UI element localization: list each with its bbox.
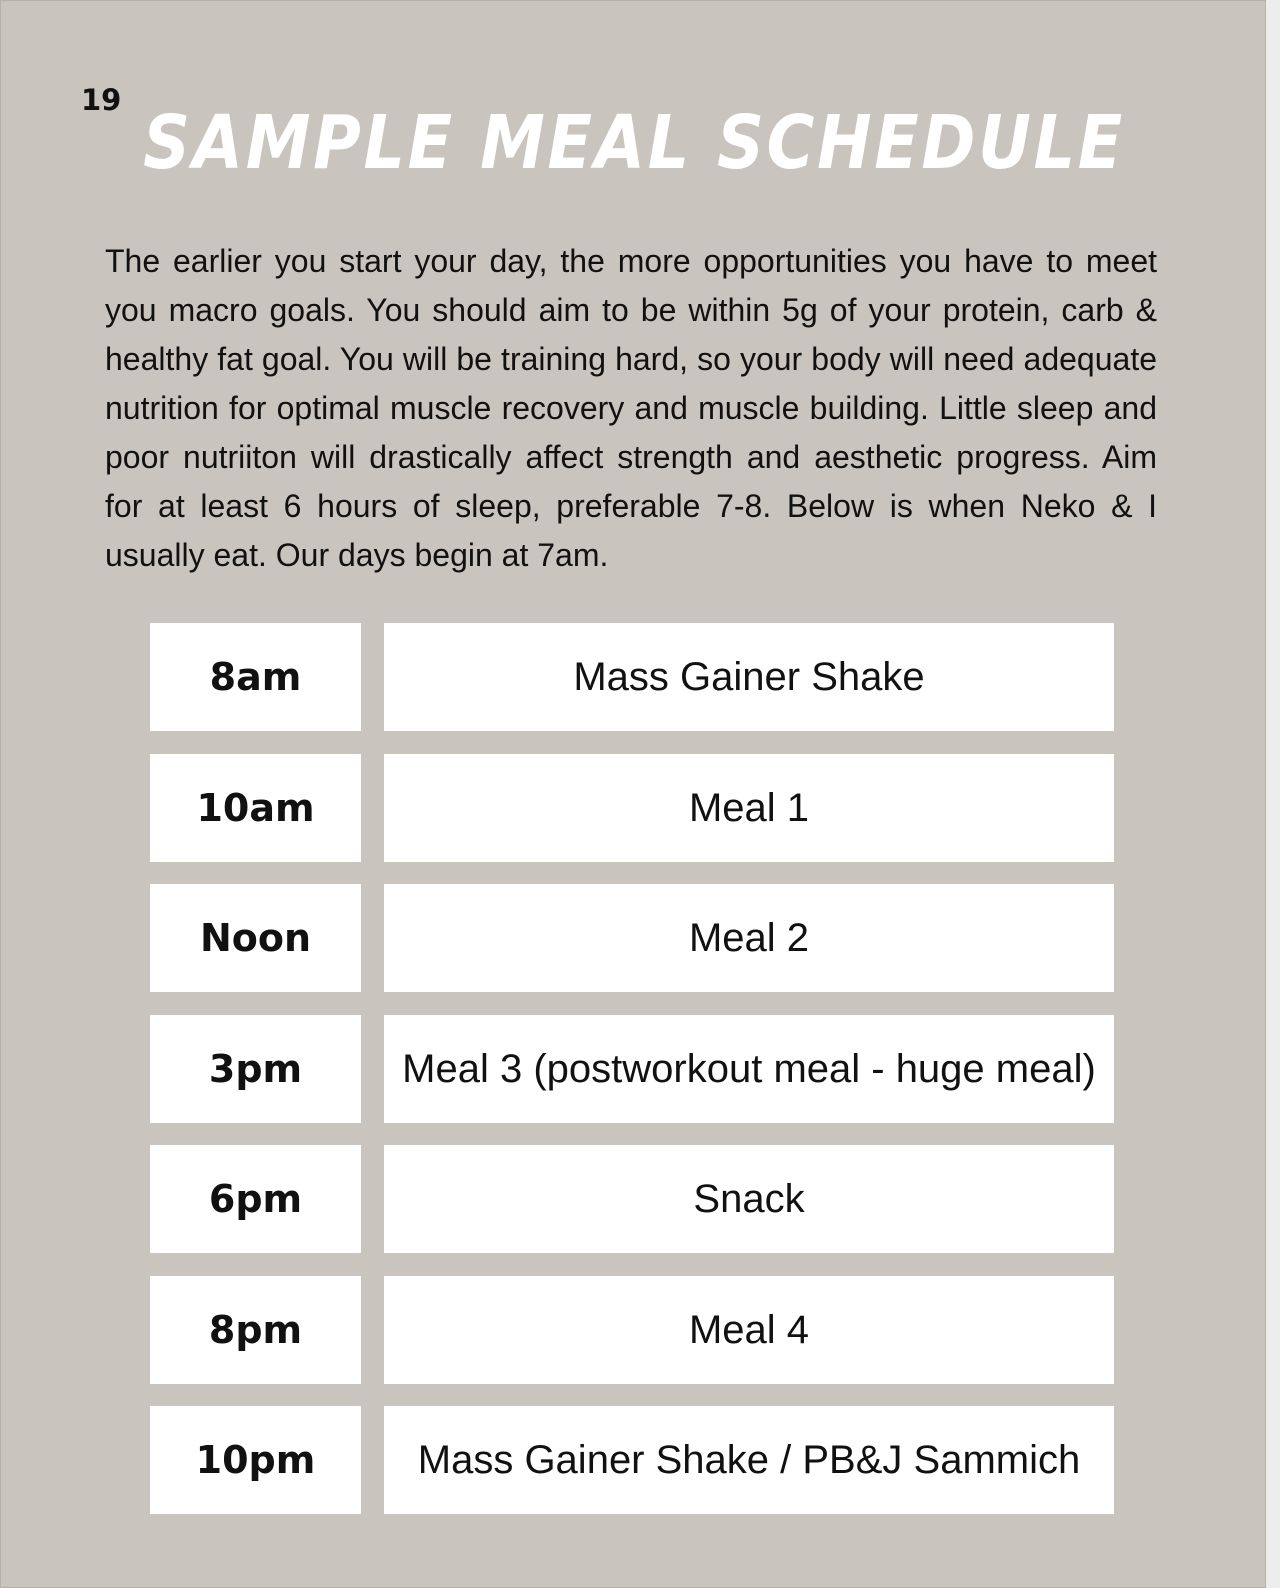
intro-paragraph: The earlier you start your day, the more opportunities you have to meet you macro goals. You should aim to be within 5g of your protein, carb & healthy fat goal. You will be training hard, so your body will need adequate nutrition for optimal muscle recovery and muscle building. Little sleep and poor nutriiton will drastically affect strength and aesthetic progress. Aim for at least 6 hours of sleep, preferable 7-8. Below is when Neko & I usually eat. Our days begin at 7am. bbox=[105, 243, 1157, 573]
schedule-meal: Meal 2 bbox=[384, 884, 1114, 992]
schedule-row bbox=[150, 1276, 1114, 1384]
schedule-meal: Meal 1 bbox=[384, 754, 1114, 862]
schedule-time: 6pm bbox=[150, 1145, 361, 1253]
schedule-row bbox=[150, 754, 1114, 862]
schedule-time: 8pm bbox=[150, 1276, 361, 1384]
schedule-meal: Mass Gainer Shake / PB&J Sammich bbox=[384, 1406, 1114, 1514]
schedule-time: 10am bbox=[150, 754, 361, 862]
schedule-time: 8am bbox=[150, 623, 361, 731]
schedule-row bbox=[150, 623, 1114, 731]
schedule-row bbox=[150, 1015, 1114, 1123]
schedule-meal: Meal 4 bbox=[384, 1276, 1114, 1384]
schedule-row bbox=[150, 884, 1114, 992]
page-number: 19 bbox=[81, 83, 122, 117]
schedule-time: 10pm bbox=[150, 1406, 361, 1514]
schedule-time: Noon bbox=[150, 884, 361, 992]
schedule-row bbox=[150, 1406, 1114, 1514]
schedule-meal: Mass Gainer Shake bbox=[384, 623, 1114, 731]
schedule-row bbox=[150, 1145, 1114, 1253]
page-title: SAMPLE MEAL SCHEDULE bbox=[143, 100, 1125, 186]
schedule-meal: Meal 3 (postworkout meal - huge meal) bbox=[384, 1015, 1114, 1123]
schedule-meal: Snack bbox=[384, 1145, 1114, 1253]
viewer-margin bbox=[1266, 0, 1280, 1588]
schedule-time: 3pm bbox=[150, 1015, 361, 1123]
